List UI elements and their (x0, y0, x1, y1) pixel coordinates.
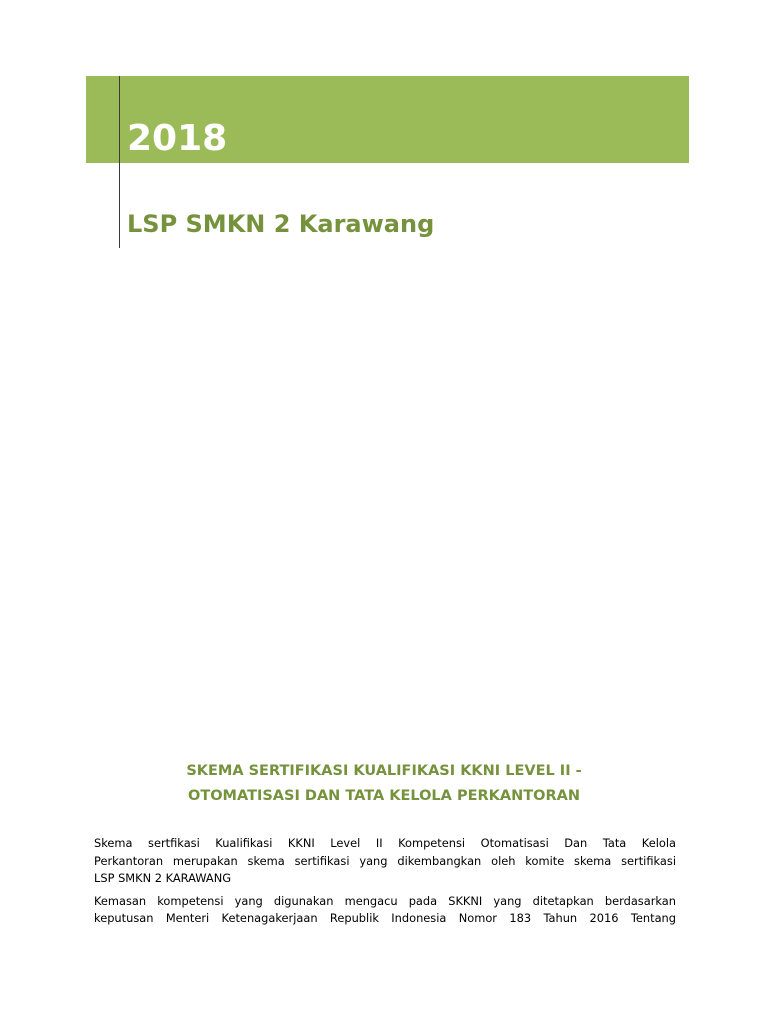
scheme-title-line-2: OTOMATISASI DAN TATA KELOLA PERKANTORAN (188, 788, 580, 804)
paragraph-2-line-1: Kemasan kompetensi yang digunakan mengacu pada SKKNI yang ditetapkan berdasarkan (94, 893, 676, 908)
paragraph-2-line-2: keputusan Menteri Ketenagakerjaan Republik Indonesia Nomor 183 Tahun 2016 Tentang (94, 911, 676, 925)
scheme-title (90, 759, 678, 809)
scheme-title-line-1: SKEMA SERTIFIKASI KUALIFIKASI KKNI LEVEL II - (186, 763, 582, 779)
paragraph-1-line-3: LSP SMKN 2 KARAWANG (94, 871, 232, 885)
vertical-rule (119, 76, 120, 248)
paragraph-2 (94, 893, 676, 928)
organization-name: LSP SMKN 2 Karawang (127, 210, 435, 238)
body-text (94, 835, 676, 928)
paragraph-1 (94, 835, 676, 888)
paragraph-1-line-1: Skema sertfikasi Kualifikasi KKNI Level II Kompetensi Otomatisasi Dan Tata Kelola (94, 836, 676, 850)
paragraph-1-line-2: Perkantoran merupakan skema sertifikasi yang dikembangkan oleh komite skema sertifikasi (94, 853, 676, 868)
cover-year: 2018 (127, 118, 228, 159)
